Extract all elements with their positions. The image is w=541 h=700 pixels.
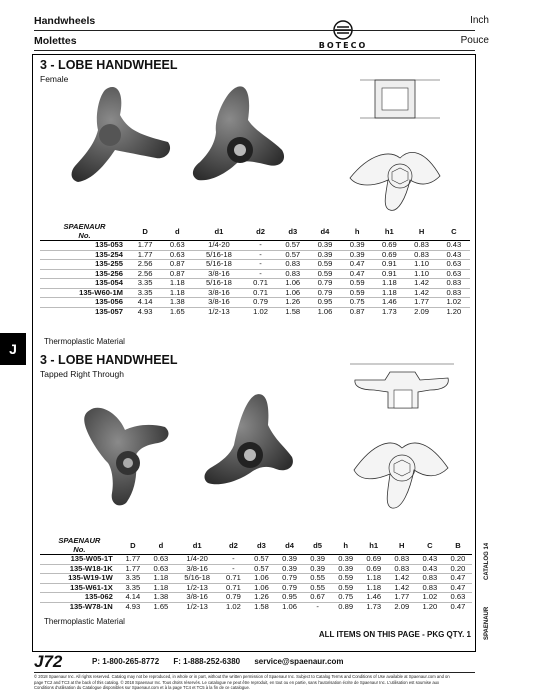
table-cell: 0.39 <box>282 563 297 573</box>
table-cell: 0.63 <box>446 268 462 278</box>
table-cell: 0.69 <box>381 249 397 259</box>
section1-title: 3 - LOBE HANDWHEEL <box>40 58 178 72</box>
part-number-cell: 135-057 <box>95 306 123 316</box>
section1-spec-table <box>40 222 470 316</box>
table-cell: 1.65 <box>169 306 185 316</box>
table-cell: 3/8-16 <box>208 268 230 278</box>
table-cell: 0.39 <box>338 563 354 573</box>
brand-logo <box>310 19 376 51</box>
table-cell: 0.71 <box>253 278 268 287</box>
col-header: h1 <box>384 226 394 236</box>
col-header: d3 <box>288 226 298 236</box>
table-cell: 1.18 <box>381 287 397 297</box>
table-cell: 0.63 <box>450 592 466 601</box>
table-cell: 0.59 <box>338 573 354 582</box>
table-cell: 0.87 <box>349 306 365 316</box>
logo-mark-icon <box>310 19 376 41</box>
col-header: d2 <box>228 540 238 550</box>
header-title-fr: Molettes <box>34 35 77 47</box>
table-cell: 0.95 <box>282 592 297 601</box>
table-cell: 0.87 <box>169 259 185 268</box>
table-cell: 1.46 <box>366 592 382 601</box>
catalog-side-label: CATALOG 14 <box>484 542 490 580</box>
table-cell: 1.02 <box>446 297 462 306</box>
table-cell: 4.14 <box>125 592 141 601</box>
table-cell: 1.06 <box>285 278 301 287</box>
table-cell: 1.18 <box>153 582 169 592</box>
table-cell: 4.93 <box>137 306 153 316</box>
table-cell: 3/8-16 <box>186 563 208 573</box>
table-cell: 0.83 <box>285 268 301 278</box>
table-cell: 1.10 <box>414 268 429 278</box>
table-cell: 1.18 <box>366 582 382 592</box>
table-cell: 1.18 <box>366 573 382 582</box>
table-row <box>40 241 470 251</box>
col-header: SPAENAUR No. <box>63 222 106 240</box>
table-cell: 1.20 <box>446 306 462 316</box>
table-cell: 0.39 <box>349 240 365 249</box>
col-header: d <box>174 226 180 236</box>
col-header: d2 <box>256 226 265 236</box>
table-cell: 1.42 <box>394 582 410 592</box>
section2-spec-table <box>40 536 472 611</box>
table-cell: 0.83 <box>285 259 301 268</box>
table-cell: 0.39 <box>317 249 333 259</box>
table-cell: 0.39 <box>282 554 297 563</box>
table-cell: 1.02 <box>253 306 268 316</box>
col-header: B <box>455 540 461 550</box>
table-cell: 1/2-13 <box>186 582 208 592</box>
part-number-cell: 135-056 <box>95 297 123 306</box>
table-cell: 0.71 <box>226 573 241 582</box>
table-cell: 0.39 <box>349 249 365 259</box>
header-title-en: Handwheels <box>34 15 96 27</box>
table-cell: 0.43 <box>422 563 438 573</box>
page-number: J72 <box>34 652 63 671</box>
section2-subtitle: Tapped Right Through <box>40 369 124 379</box>
table-cell: 0.47 <box>349 259 365 268</box>
table-row <box>40 307 470 316</box>
table-cell: 0.91 <box>381 268 397 278</box>
table-cell: 1.02 <box>422 592 438 601</box>
col-header: SPAENAUR No. <box>58 536 101 554</box>
table-cell: 0.83 <box>422 573 438 582</box>
table-cell: 1/4-20 <box>208 240 230 249</box>
table-row <box>40 593 472 603</box>
table-cell: 0.59 <box>349 287 365 297</box>
copyright-text: © 2018 Spaenaur Inc. All rights reserved. Catalog may not be reproduced, in whole or in part, without the written permission of Spaenaur Inc. Subject to Catalog Terms and Conditions of Use available at Spaenaur.com and on page TC2 and TC3 at the back of this catalog. © 2018 Spaenaur Inc. Tous droits réservés. Le catalogue ne peut être reproduit, en tout ou en partie, sans l'autorisation écrite de Spaenaur Inc. L'utilisation est soumise aux Conditions d'utilisation du Catalogue disponibles sur Spaenaur.com et à la page TC4 et TC5 à la fin de ce catalogue. <box>34 674 450 690</box>
table-cell: 2.09 <box>414 306 429 316</box>
table-cell: 0.71 <box>226 582 241 592</box>
table-cell: 3/8-16 <box>208 287 230 297</box>
col-header: h <box>354 226 360 236</box>
table-cell: 0.43 <box>446 249 462 259</box>
part-number-cell: 135-254 <box>95 249 123 259</box>
table-cell: 1/4-20 <box>186 554 208 563</box>
table-cell: - <box>259 240 262 249</box>
section-tab: J <box>0 333 26 365</box>
table-cell: 1.42 <box>414 278 429 287</box>
col-header: d5 <box>313 540 323 550</box>
table-cell: 1.42 <box>414 287 429 297</box>
header-divider-bottom <box>34 50 475 51</box>
table-cell: 0.59 <box>317 259 333 268</box>
table-cell: 0.95 <box>317 297 333 306</box>
table-cell: 0.57 <box>285 249 301 259</box>
part-number-cell: 135-W61-1X <box>70 582 113 592</box>
table-cell: 1.38 <box>153 592 169 601</box>
col-header: C <box>427 540 433 550</box>
table-cell: 1.46 <box>381 297 397 306</box>
table-cell: 3/8-16 <box>208 297 230 306</box>
table-row <box>40 555 472 565</box>
table-row <box>40 574 472 584</box>
table-cell: 0.43 <box>422 554 438 563</box>
table-cell: - <box>259 249 262 259</box>
col-header: d1 <box>192 540 202 550</box>
table-cell: 0.47 <box>450 582 466 592</box>
table-cell: 1.73 <box>381 306 397 316</box>
table-cell: - <box>232 563 235 573</box>
table-cell: 0.59 <box>338 582 354 592</box>
table-cell: 0.79 <box>282 573 297 582</box>
table-cell: 0.83 <box>422 582 438 592</box>
table-cell: 1.18 <box>169 278 185 287</box>
table-cell: 0.69 <box>366 563 382 573</box>
col-header: h <box>343 540 348 550</box>
table-cell: 1.02 <box>226 601 241 611</box>
table-cell: 0.59 <box>317 268 333 278</box>
col-header: d4 <box>285 540 294 550</box>
table-cell: 0.79 <box>317 278 333 287</box>
table-cell: 0.57 <box>254 554 269 563</box>
table-cell: 3.35 <box>125 573 141 582</box>
table-cell: 0.47 <box>349 268 365 278</box>
table-cell: 0.83 <box>394 563 410 573</box>
table-cell: 1.26 <box>285 297 301 306</box>
part-number-cell: 135-W78-1N <box>69 601 113 611</box>
section1-material: Thermoplastic Material <box>44 337 125 346</box>
table-row <box>40 260 470 270</box>
table-cell: 0.39 <box>310 554 325 563</box>
table-cell: 1.18 <box>169 287 185 297</box>
header-units <box>461 14 489 48</box>
table-cell: 1.26 <box>254 592 269 601</box>
section2-material: Thermoplastic Material <box>44 617 125 626</box>
pkg-qty-note: ALL ITEMS ON THIS PAGE - PKG QTY. 1 <box>318 630 471 639</box>
table-cell: 3.35 <box>125 582 141 592</box>
table-cell: 0.79 <box>253 297 268 306</box>
table-cell: 1.06 <box>285 287 301 297</box>
table-cell: 1.06 <box>254 582 269 592</box>
col-header: d <box>158 540 164 550</box>
table-cell: 5/16-18 <box>206 259 232 268</box>
footer-contacts <box>92 657 356 666</box>
table-cell: 1/2-13 <box>208 306 230 316</box>
table-cell: 1.58 <box>254 601 269 611</box>
table-row <box>40 279 470 289</box>
part-number-cell: 135-256 <box>95 268 123 278</box>
table-cell: 1.77 <box>137 249 153 259</box>
table-cell: 0.43 <box>446 240 462 249</box>
part-number-cell: 135-W18-1K <box>69 563 113 573</box>
table-cell: 3.35 <box>137 287 153 297</box>
table-cell: 1.77 <box>125 554 141 563</box>
table-cell: 4.93 <box>125 601 141 611</box>
brand-side-label: SPAENAUR <box>484 606 490 640</box>
table-cell: 1.77 <box>394 592 410 601</box>
footer-email-link[interactable]: service@spaenaur.com <box>254 657 344 666</box>
header-unit-en: Inch <box>470 15 489 26</box>
table-cell: 2.09 <box>394 601 410 611</box>
header-titles <box>34 14 95 48</box>
footer-fax: F: 1-888-252-6380 <box>173 657 241 666</box>
col-header: C <box>451 226 457 236</box>
table-cell: 0.83 <box>446 287 462 297</box>
table-row <box>40 602 472 611</box>
table-cell: 0.83 <box>414 240 429 249</box>
table-row <box>40 298 470 308</box>
table-cell: 1.77 <box>414 297 429 306</box>
table-cell: - <box>232 554 235 563</box>
table-cell: 0.83 <box>394 554 410 563</box>
table-cell: 0.57 <box>254 563 269 573</box>
table-cell: 0.55 <box>310 573 325 582</box>
table-cell: 0.83 <box>446 278 462 287</box>
col-header: d4 <box>320 226 330 236</box>
part-number-cell: 135-053 <box>95 240 123 249</box>
part-number-cell: 135-062 <box>84 592 113 601</box>
col-header: d1 <box>214 226 224 236</box>
part-number-cell: 135-W60-1M <box>79 287 123 297</box>
table-cell: 2.56 <box>137 268 153 278</box>
col-header: H <box>399 540 405 550</box>
table-cell: 0.79 <box>317 287 333 297</box>
table-cell: 0.79 <box>226 592 241 601</box>
table-cell: 1.77 <box>137 240 153 249</box>
part-number-cell: 135-W19-1W <box>68 573 113 582</box>
col-header: D <box>142 226 148 236</box>
table-cell: 0.69 <box>381 240 397 249</box>
section2-table-header <box>40 536 472 555</box>
table-cell: 0.79 <box>282 582 297 592</box>
table-cell: 0.63 <box>169 249 185 259</box>
table-cell: 0.39 <box>317 240 333 249</box>
table-cell: - <box>259 268 262 278</box>
table-cell: 1.18 <box>381 278 397 287</box>
table-cell: 0.89 <box>338 601 354 611</box>
table-cell: 0.39 <box>338 554 354 563</box>
table-cell: 1.20 <box>422 601 438 611</box>
table-cell: 0.69 <box>366 554 382 563</box>
table-cell: 0.67 <box>310 592 325 601</box>
table-cell: 0.59 <box>349 278 365 287</box>
col-header: d3 <box>257 540 266 550</box>
table-cell: 1.18 <box>153 573 169 582</box>
col-header: h1 <box>369 540 379 550</box>
table-cell: 0.91 <box>381 259 397 268</box>
table-cell: 5/16-18 <box>184 573 211 582</box>
table-cell: 1.06 <box>254 573 269 582</box>
table-cell: 0.75 <box>338 592 354 601</box>
table-cell: 2.56 <box>137 259 153 268</box>
table-cell: - <box>259 259 262 268</box>
table-cell: 5/16-18 <box>206 278 232 287</box>
handwheel-tapped-photo-icon <box>70 385 320 515</box>
table-cell: 0.63 <box>446 259 462 268</box>
section2-title: 3 - LOBE HANDWHEEL <box>40 353 178 367</box>
logo-text: BOTECO <box>318 41 368 50</box>
part-number-cell: 135-W05-1T <box>70 554 113 563</box>
table-cell: 3.35 <box>137 278 153 287</box>
handwheel-female-drawing-icon <box>330 68 470 228</box>
table-cell: 1.77 <box>125 563 141 573</box>
part-number-cell: 135-255 <box>95 259 123 268</box>
table-cell: 5/16-18 <box>206 249 232 259</box>
table-cell: 1.73 <box>366 601 382 611</box>
table-cell: 1/2-13 <box>186 601 208 611</box>
table-cell: 0.75 <box>349 297 365 306</box>
table-cell: 0.63 <box>169 240 185 249</box>
table-cell: 0.71 <box>253 287 268 297</box>
table-cell: 1.58 <box>285 306 301 316</box>
table-cell: 0.83 <box>414 249 429 259</box>
header-divider-top <box>34 30 475 31</box>
table-cell: 4.14 <box>137 297 153 306</box>
header-unit-fr: Pouce <box>460 35 489 46</box>
table-cell: 0.63 <box>153 554 169 563</box>
table-cell: 1.38 <box>169 297 185 306</box>
handwheel-female-photo-icon <box>70 80 320 200</box>
col-header: D <box>130 540 136 550</box>
table-cell: 0.20 <box>450 563 466 573</box>
section1-subtitle: Female <box>40 74 69 84</box>
table-cell: 0.55 <box>310 582 325 592</box>
table-cell: 1.06 <box>317 306 333 316</box>
table-cell: 0.87 <box>169 268 185 278</box>
table-cell: 0.63 <box>153 563 169 573</box>
table-cell: 0.57 <box>285 240 301 249</box>
part-number-cell: 135-054 <box>95 278 123 287</box>
section1-table-body <box>40 241 470 317</box>
section2-table-body <box>40 555 472 612</box>
table-cell: 0.47 <box>450 601 466 611</box>
col-header: H <box>418 226 425 236</box>
table-cell: - <box>316 601 319 611</box>
footer-phone: P: 1-800-265-8772 <box>92 657 160 666</box>
table-cell: 0.39 <box>310 563 325 573</box>
table-cell: 1.65 <box>153 601 169 611</box>
table-cell: 1.10 <box>414 259 429 268</box>
footer-divider <box>34 672 475 673</box>
table-cell: 1.42 <box>394 573 410 582</box>
section1-table-header <box>40 222 470 241</box>
table-cell: 0.47 <box>450 573 466 582</box>
handwheel-tapped-drawing-icon <box>330 350 470 530</box>
table-cell: 1.06 <box>282 601 297 611</box>
table-cell: 0.20 <box>450 554 466 563</box>
table-cell: 3/8-16 <box>186 592 208 601</box>
